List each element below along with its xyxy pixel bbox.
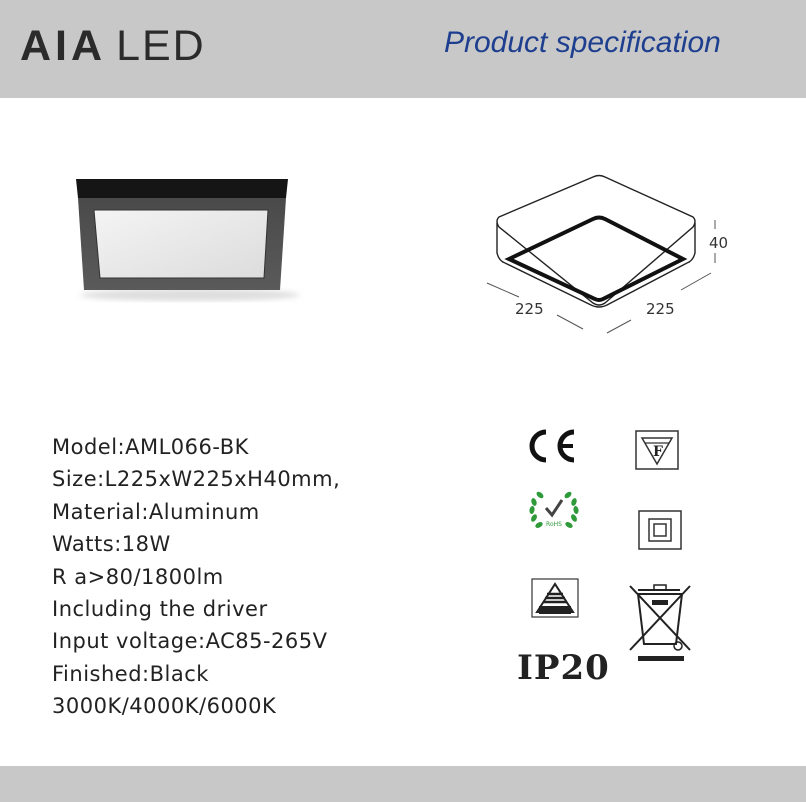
frame-top: [76, 179, 288, 198]
diffuser-panel: [94, 210, 268, 278]
dim-width-label: 225: [646, 300, 675, 318]
spec-ra-lumen: R a>80/1800lm: [52, 564, 224, 589]
page-title: Product specification: [444, 26, 721, 59]
shadow: [80, 289, 300, 301]
spec-voltage: Input voltage:AC85-265V: [52, 629, 328, 654]
class-ii-icon: [638, 510, 682, 550]
dimension-drawing: [475, 165, 725, 335]
brand-logo: [20, 22, 206, 71]
footer-bar: [0, 766, 806, 802]
spec-list: [52, 431, 340, 723]
dim-line-length-2: [557, 315, 583, 329]
fixture-outline: [497, 176, 695, 306]
header-bar: [0, 0, 806, 98]
spec-driver: Including the driver: [52, 596, 268, 621]
weee-bin-icon: [628, 582, 698, 666]
ir-radiation-icon: [531, 578, 581, 620]
ip-rating: IP20: [517, 648, 610, 688]
dim-height-label: 40: [709, 234, 729, 252]
ce-mark-icon: [524, 428, 580, 464]
dim-length-label: 225: [515, 300, 544, 318]
spec-finish: Finished:Black: [52, 661, 209, 686]
rohs-icon: [524, 488, 584, 536]
svg-text:F: F: [653, 444, 663, 460]
spec-size: Size:L225xW225xH40mm,: [52, 467, 341, 492]
f-mark-icon: [635, 430, 679, 470]
rohs-text: RoHS: [546, 521, 562, 528]
spec-cct: 3000K/4000K/6000K: [52, 694, 277, 719]
spec-material: Material:Aluminum: [52, 499, 260, 524]
spec-watts: Watts:18W: [52, 532, 171, 557]
dim-line-width: [607, 320, 631, 333]
spec-model: Model:AML066-BK: [52, 435, 249, 459]
product-photo: [60, 160, 310, 310]
logo-brand: AIA: [20, 22, 107, 70]
logo-suffix: LED: [116, 22, 206, 70]
dim-line-length: [487, 283, 519, 297]
dim-line-width-2: [681, 273, 711, 290]
